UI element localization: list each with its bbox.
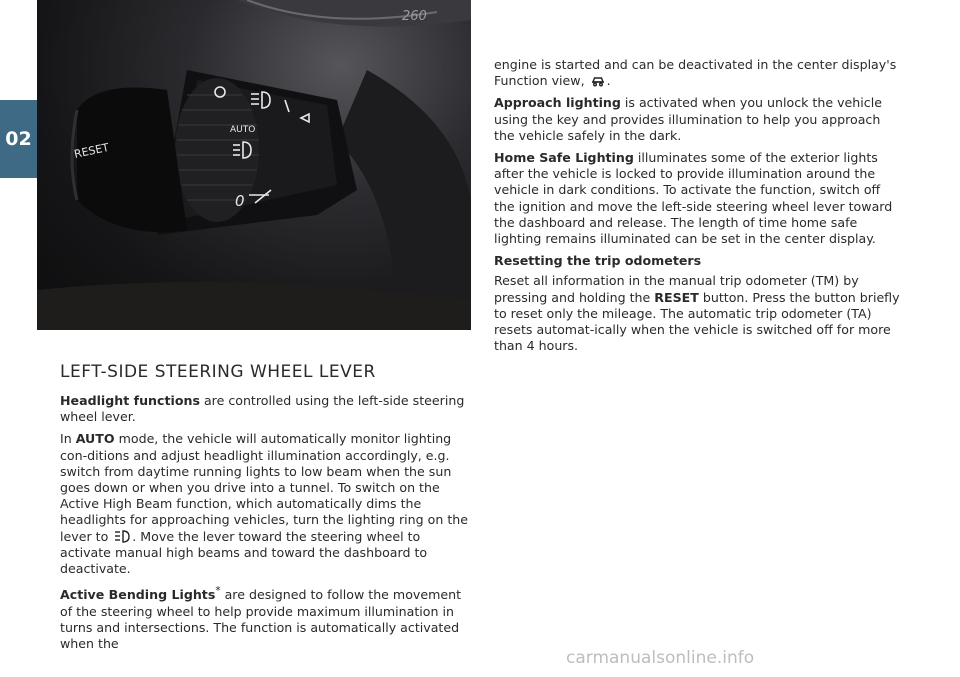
text-span: is activated when you unlock the vehicle using the key and provides illumination to help you approach the vehicle safely in the dark. xyxy=(494,95,882,143)
speedo-number: 260 xyxy=(402,9,427,24)
subheading-trip-odometers: Resetting the trip odometers xyxy=(494,253,702,269)
lever-photo xyxy=(37,0,471,330)
term-home-safe-lighting: Home Safe Lighting xyxy=(494,150,634,166)
active-high-beam-icon xyxy=(114,530,130,543)
car-function-icon xyxy=(591,75,605,87)
term-reset: RESET xyxy=(654,289,699,305)
chapter-tab: 02 xyxy=(0,100,37,178)
paragraph-reset xyxy=(494,273,904,354)
paragraph-approach-lighting xyxy=(494,95,904,144)
paragraph-home-safe-lighting xyxy=(494,150,904,247)
left-column xyxy=(60,393,468,658)
term-headlight-functions: Headlight functions xyxy=(60,393,200,408)
paragraph-function-view xyxy=(494,57,904,89)
text-span: . xyxy=(606,73,611,89)
text-span: illuminates some of the exterior lights after the vehicle is locked to provide illumination around the vehicle in dark conditions. To activate the function, switch off the ignition and move the left-side steering wheel lever toward the dashboard and release. The length of time home safe lighting remains illuminated can be set in the center display. xyxy=(494,150,893,247)
text-span: button. Press the button briefly to reset only the mileage. The automatic trip odometer (TA) resets automat-ically when the vehicle is switched off for more than 4 hours. xyxy=(494,289,900,354)
lever-zero-label: 0 xyxy=(235,192,245,210)
text-span: In xyxy=(60,431,76,447)
text-span: are controlled using the left-side steering wheel lever. xyxy=(60,393,465,425)
lever-reset-label: RESET xyxy=(72,140,111,161)
paragraph-active-bending-lights xyxy=(60,583,468,652)
term-auto: AUTO xyxy=(75,431,115,447)
text-span: engine is started and can be deactivated in the center display's Function view, xyxy=(494,57,897,89)
text-span: . Move the lever toward the steering wheel to activate manual high beams and toward the dashboard to deactivate. xyxy=(60,528,428,577)
paragraph-auto-mode xyxy=(60,431,468,577)
term-active-bending-lights: Active Bending Lights xyxy=(60,587,216,603)
paragraph-headlight-functions xyxy=(60,393,468,425)
lever-auto-label: AUTO xyxy=(230,125,256,135)
steering-lever-illustration xyxy=(37,0,471,330)
text-span: Reset all information in the manual trip odometer (TM) by pressing and holding the xyxy=(494,273,859,305)
right-column xyxy=(494,57,904,360)
section-heading: LEFT-SIDE STEERING WHEEL LEVER xyxy=(60,362,376,382)
option-asterisk: * xyxy=(215,585,221,598)
term-approach-lighting: Approach lighting xyxy=(494,95,621,111)
watermark-text: carmanualsonline.info xyxy=(566,648,755,668)
text-span: are designed to follow the movement of the steering wheel to help provide maximum illumination in turns and intersections. The function is automatically activated when the xyxy=(60,587,462,652)
text-span: mode, the vehicle will automatically monitor lighting con-ditions and adjust headlight illumination accordingly, e.g. switch from daytime running lights to low beam when the sun goes down or when you drive into a tunnel. To switch on the Active High Beam function, which automatically dims the headlights for approaching vehicles, turn the lighting ring on the lever to xyxy=(60,431,469,544)
